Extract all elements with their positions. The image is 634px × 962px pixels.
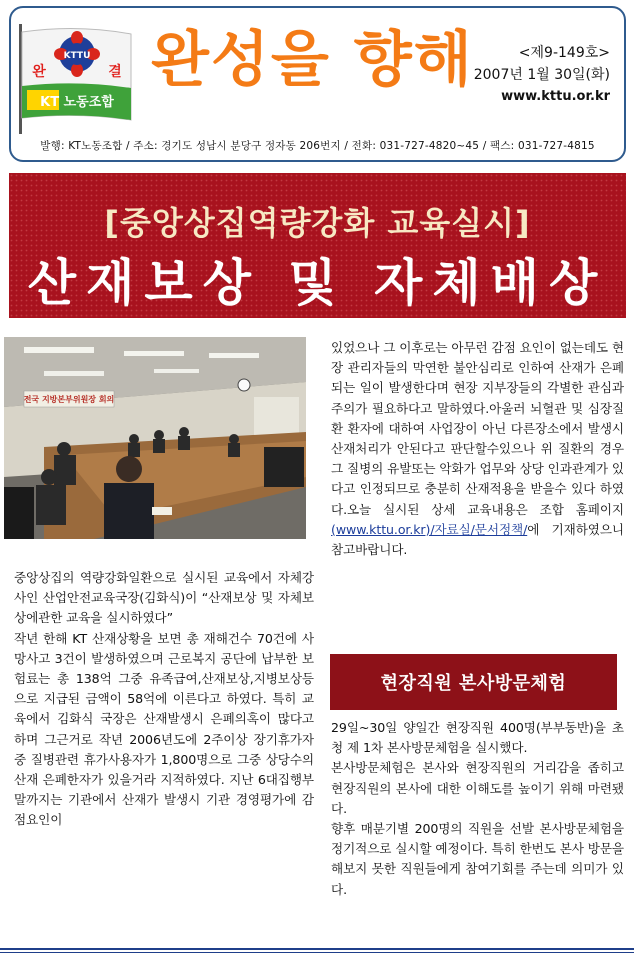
article-right-column bbox=[331, 338, 624, 560]
website-url[interactable]: www.kttu.or.kr bbox=[501, 89, 610, 104]
meeting-photo bbox=[4, 337, 306, 539]
svg-text:KT 노동조합: KT 노동조합 bbox=[40, 95, 114, 110]
homepage-link[interactable]: (www.kttu.or.kr)/자료실/문서정책/ bbox=[331, 521, 528, 537]
footer-rule bbox=[0, 948, 634, 950]
section2-paragraph: 29일~30일 양일간 현장직원 400명(부부동반)을 초청 제 1차 본사방문체험을 실시했다. bbox=[331, 720, 624, 756]
article-paragraph: 중앙상집의 역량강화일환으로 실시된 교육에서 자체강사인 산업안전교육국장(김화식)이 “산재보상 및 자체보상에관한 교육을 실시하였다” bbox=[14, 570, 314, 626]
svg-text:결: 결 bbox=[108, 64, 122, 80]
article-text: 에 기재하였으니 참고바랍니다. bbox=[331, 521, 624, 558]
section2-paragraph: 본사방문체험은 본사와 현장직원의 거리감을 좁히고 현장직원의 본사에 대한 이해도를 높이기 위해 마련됐다. bbox=[331, 760, 624, 816]
article-left-column bbox=[14, 568, 314, 831]
svg-text:KTTU: KTTU bbox=[63, 51, 91, 61]
footer-rule bbox=[0, 952, 634, 953]
section2-paragraph: 향후 매분기별 200명의 직원을 선발 본사방문체험을 정기적으로 실시할 예정이다. 특히 한번도 본사 방문을 해보지 못한 직원들에게 참여기회를 주는데 의미가 있다. bbox=[331, 821, 624, 897]
issue-info bbox=[474, 42, 610, 108]
newsletter-title: 완성을 향해 bbox=[151, 25, 474, 95]
section2-body bbox=[331, 718, 624, 900]
article-text: 있었으나 그 이후로는 아무런 감점 요인이 없는데도 현장 관리자들의 막연한 불안심리로 인하여 산재가 은폐되는 일이 발생한다며 현장 지부장들의 각별한 관심과 주의가 필요하다고 말하였다.아울러 뇌혈관 및 심장질환 환자에 대하여 사업장이 아닌 다른장소에서 발생시 산재처리가 안된다고 판단할수있으나 위 질환의 경우 그 질병의 유발또는 악화가 업무와 상당 인과관계가 있다고 인정되므로 충분히 산재적용을 받을수 있다 하였다.오늘 실시된 상세 교육내용은 조합 홈페이지 bbox=[331, 340, 624, 517]
publisher-info: 발행: KT노동조합 / 주소: 경기도 성남시 분당구 정자동 206번지 / 전화: 031-727-4820~45 / 팩스: 031-727-4815 bbox=[40, 140, 595, 152]
svg-text:완: 완 bbox=[32, 64, 46, 80]
headline-banner bbox=[9, 173, 626, 318]
article-paragraph: 작년 한해 KT 산재상황을 보면 총 재해건수 70건에 사망사고 3건이 발생하였으며 근로복지 공단에 납부한 보험료는 총 138억 그중 유족급여,산재보상,지병보상등으로 지급된 금액이 58억에 이른다고 하였다. 특히 교육에서 김화식 국장은 산재발생시 은폐의혹이 많다고 하며 그근거로 작년 2006년도에 2주이상 장기휴가자중 질병관련 휴가사용자가 1,800명으로 그중 상당수의 산재 은폐한자가 있을거라 지적하였다. 지난 6대집행부 말까지는 기관에서 산재가 발생시 기관 경영평가에 감점요인이 bbox=[14, 630, 314, 828]
svg-text:전국 지방본부위원장 회의: 전국 지방본부위원장 회의 bbox=[23, 395, 115, 404]
kttu-flag-logo bbox=[17, 24, 135, 134]
issue-date: 2007년 1월 30일(화) bbox=[473, 67, 610, 83]
article-paragraph bbox=[331, 338, 624, 560]
issue-number: <제9-149호> bbox=[518, 45, 610, 61]
newsletter-header bbox=[9, 6, 626, 162]
banner-subtitle: [중앙상집역량강화 교육실시] bbox=[104, 204, 531, 242]
section-heading: 현장직원 본사방문체험 bbox=[330, 654, 617, 710]
banner-title: 산재보상 및 자체배상 bbox=[27, 254, 608, 312]
